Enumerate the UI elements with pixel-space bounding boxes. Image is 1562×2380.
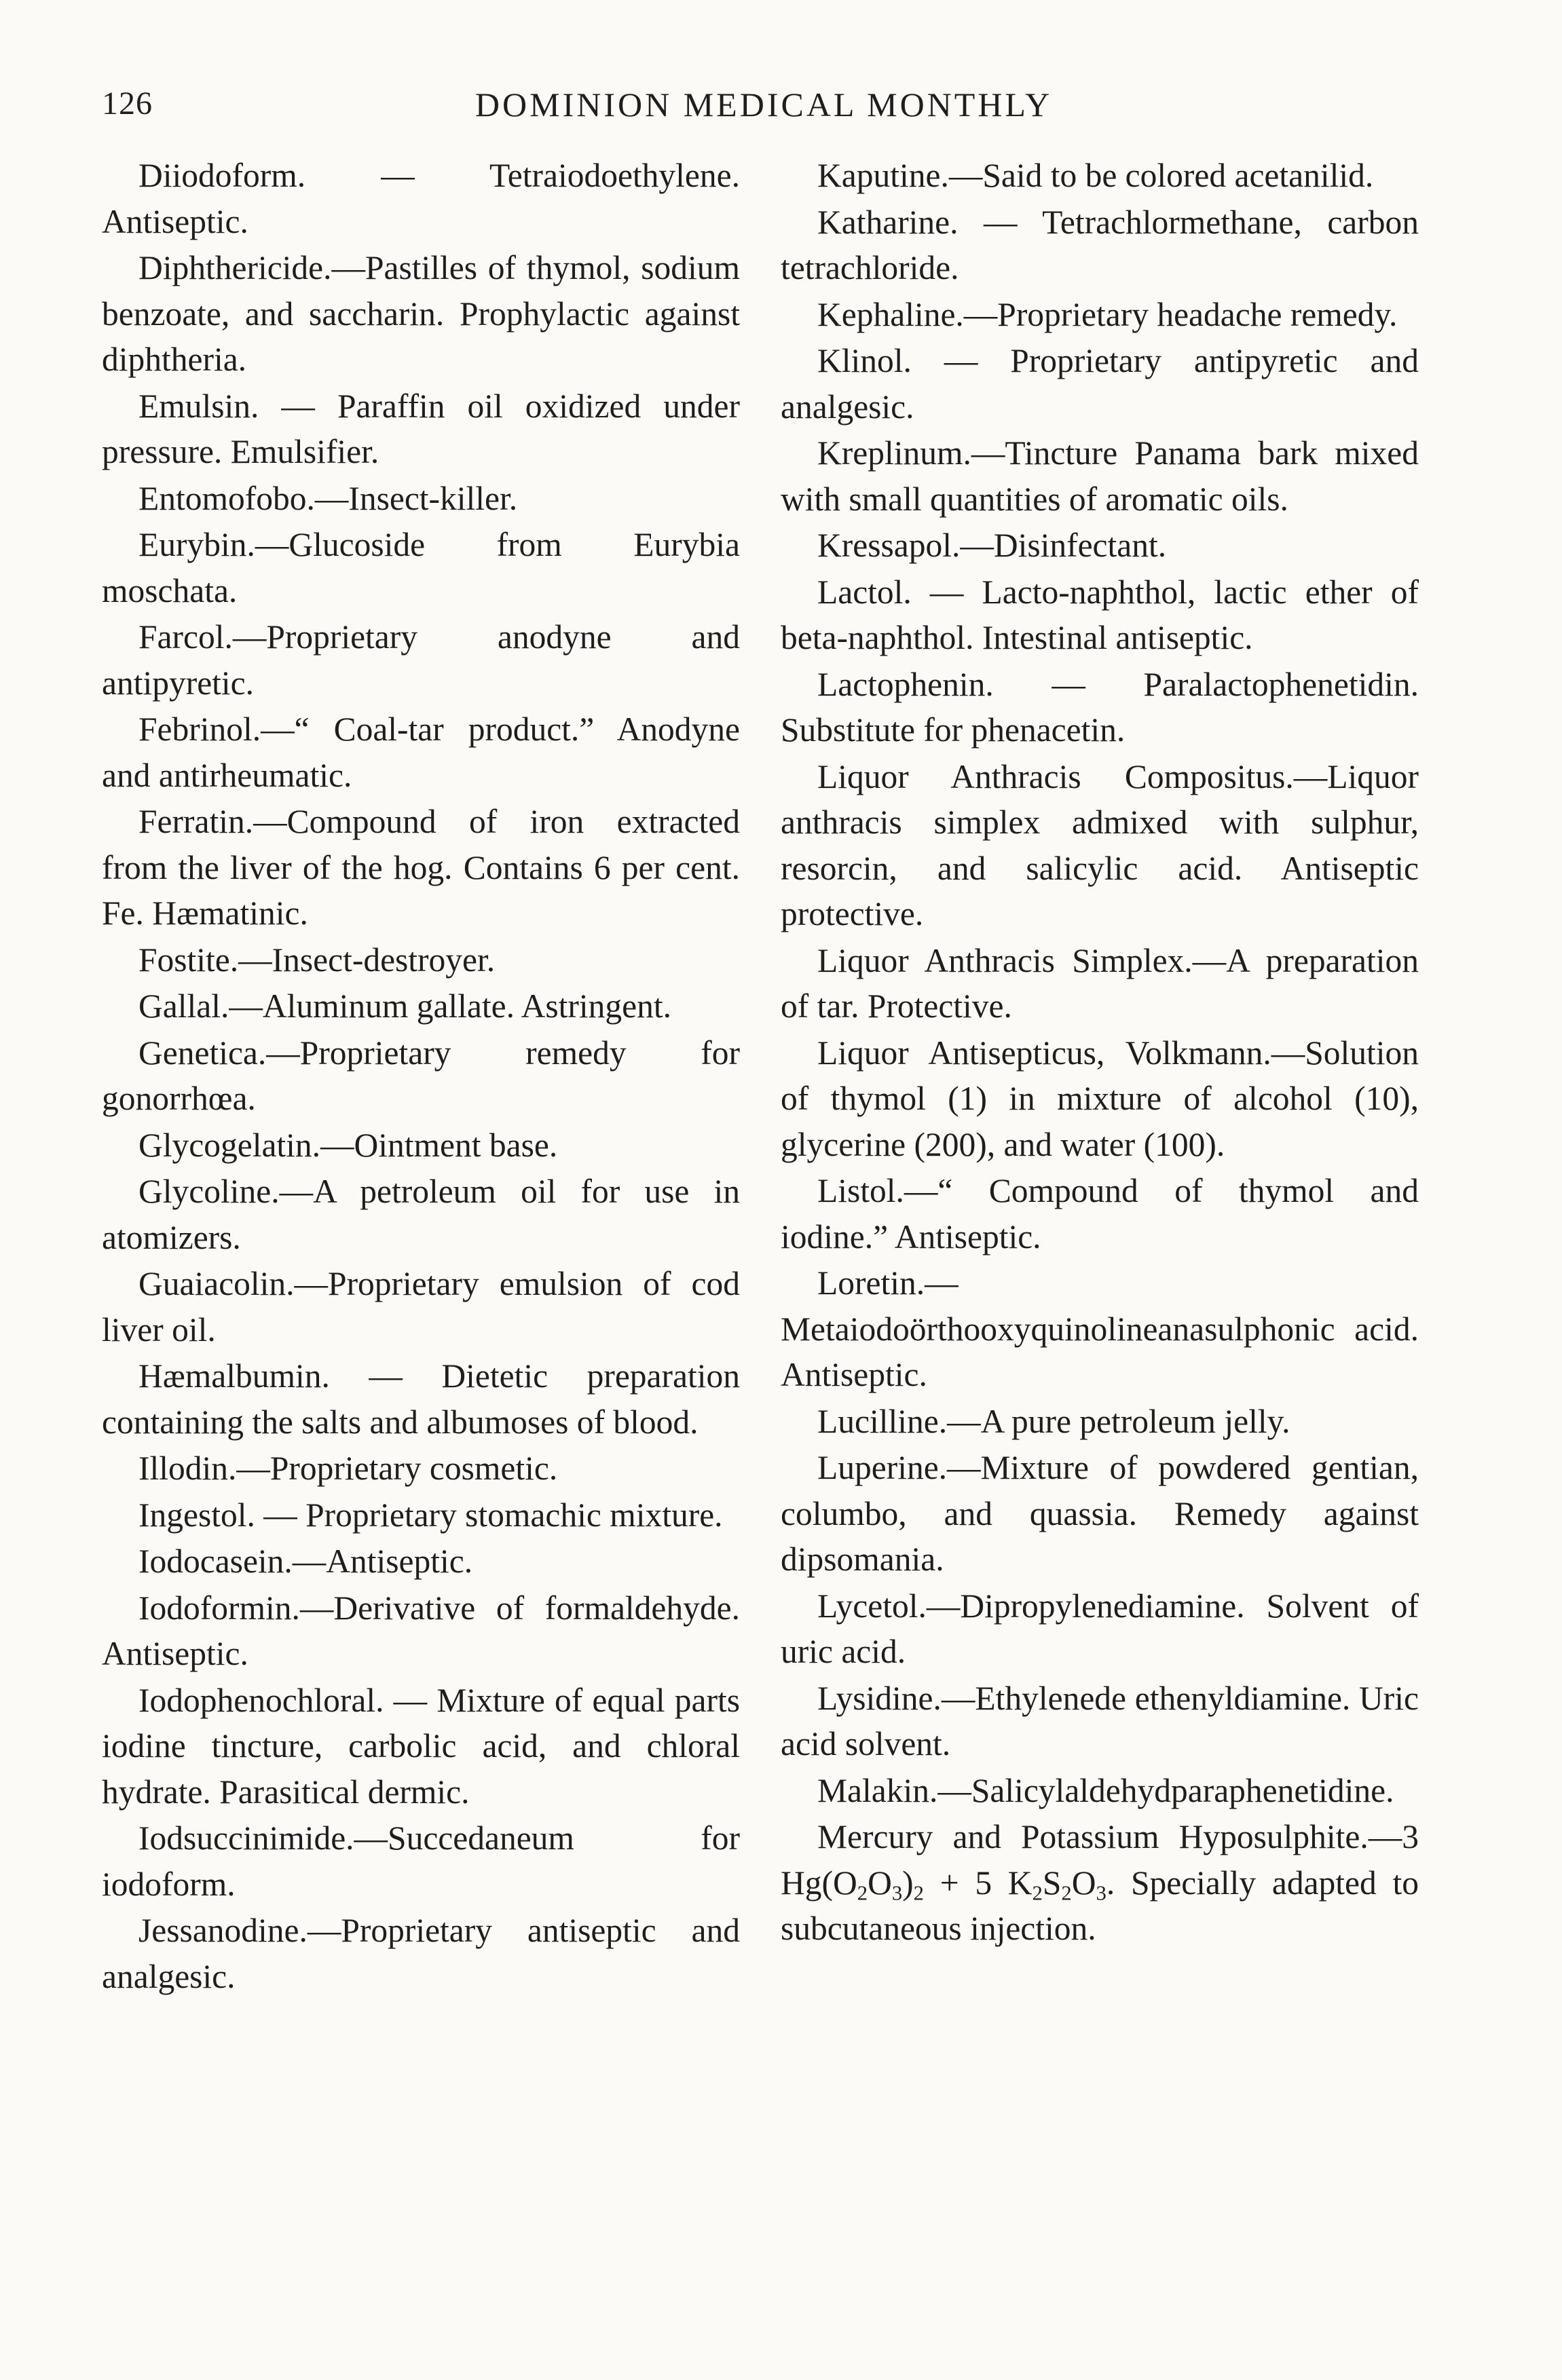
glossary-entry: Iodophenochloral. — Mixture of equal parts iodine tincture, carbolic acid, and chloral hydrate. Parasitical dermic. — [102, 1681, 740, 1811]
formula-text: O — [1071, 1864, 1096, 1902]
glossary-entry: Diiodoform. — Tetraiodoethylene. Antiseptic. — [102, 157, 740, 240]
formula-text: Mercury and Potassium Hyposulphite.—3 Hg(O — [781, 1818, 1419, 1902]
glossary-entry: Guaiacolin.—Proprietary emulsion of cod liver oil. — [102, 1265, 740, 1348]
formula-subscript: 2 — [1032, 1881, 1043, 1905]
glossary-entry: Lysidine.—Ethylenede ethenyldiamine. Uric acid solvent. — [781, 1679, 1419, 1762]
glossary-entry: Ingestol. — Proprietary stomachic mixture. — [138, 1496, 723, 1534]
glossary-entry: Klinol. — Proprietary antipyretic and analgesic. — [781, 342, 1419, 426]
formula-text: O — [868, 1864, 892, 1902]
glossary-entry: Jessanodine.—Proprietary antiseptic and analgesic. — [102, 1912, 740, 1995]
glossary-entry: Kressapol.—Disinfectant. — [817, 527, 1167, 564]
glossary-entry: Lactophenin. — Paralactophenetidin. Substitute for phenacetin. — [781, 665, 1419, 749]
glossary-entry: Emulsin. — Paraffin oil oxidized under pressure. Emulsifier. — [102, 387, 740, 470]
glossary-entry: Iodsuccinimide.—Succedaneum for iodoform. — [102, 1819, 740, 1903]
glossary-entry: Ferratin.—Compound of iron extracted from the liver of the hog. Contains 6 per cent. Fe. Hæmatinic. — [102, 803, 740, 932]
formula-subscript: 2 — [1061, 1881, 1072, 1905]
glossary-entry: Diphthericide.—Pastilles of thymol, sodium benzoate, and saccharin. Prophylactic against diphtheria. — [102, 249, 740, 378]
glossary-entry: Genetica.—Proprietary remedy for gonorrhœa. — [102, 1034, 740, 1117]
glossary-entry: Lycetol.—Dipropylenediamine. Solvent of uric acid. — [781, 1587, 1419, 1670]
glossary-entry: Liquor Anthracis Compositus.—Liquor anthracis simplex admixed with sulphur, resorcin, and salicylic acid. Antiseptic protective. — [781, 757, 1419, 932]
glossary-entry: Hæmalbumin. — Dietetic preparation containing the salts and albumoses of blood. — [102, 1357, 740, 1441]
glossary-entry: Kreplinum.—Tincture Panama bark mixed with small quantities of aromatic oils. — [781, 434, 1419, 518]
glossary-entry: Gallal.—Aluminum gallate. Astringent. — [138, 987, 671, 1025]
formula-text: ) — [902, 1864, 914, 1902]
page-number: 126 — [102, 86, 153, 121]
glossary-entry: Fostite.—Insect-destroyer. — [138, 941, 496, 979]
glossary-entry: Farcol.—Proprietary anodyne and antipyretic. — [102, 618, 740, 702]
glossary-entry: Febrinol.—“ Coal-tar product.” Anodyne and antirheumatic. — [102, 711, 740, 794]
glossary-entry: Loretin.—Metaiodoörthooxyquinolineanasulphonic acid. Antiseptic. — [781, 1264, 1419, 1393]
glossary-entry: Liquor Antisepticus, Volkmann.—Solution of thymol (1) in mixture of alcohol (10), glycerine (200), and water (100). — [781, 1034, 1419, 1163]
formula-subscript: 3 — [891, 1881, 903, 1905]
left-column — [102, 153, 740, 2000]
glossary-entry: Listol.—“ Compound of thymol and iodine.” Antiseptic. — [781, 1172, 1419, 1255]
glossary-entry: Glycogelatin.—Ointment base. — [138, 1126, 558, 1164]
glossary-entry: Kaputine.—Said to be colored acetanilid. — [817, 157, 1374, 194]
formula-text: S — [1042, 1864, 1062, 1902]
glossary-entry: Luperine.—Mixture of powdered gentian, columbo, and quassia. Remedy against dipsomania. — [781, 1449, 1419, 1578]
glossary-entry: Glycoline.—A petroleum oil for use in atomizers. — [102, 1173, 740, 1256]
glossary-entry: Kephaline.—Proprietary headache remedy. — [817, 295, 1398, 333]
formula-subscript: 2 — [913, 1881, 924, 1905]
glossary-entry: Lucilline.—A pure petroleum jelly. — [817, 1402, 1290, 1440]
running-title: DOMINION MEDICAL MONTHLY — [475, 86, 1053, 124]
glossary-entry: Malakin.—Salicylaldehydparaphenetidine. — [817, 1771, 1394, 1809]
glossary-entry: Liquor Anthracis Simplex.—A preparation of tar. Protective. — [781, 941, 1419, 1025]
glossary-entry-mercury — [781, 1814, 1419, 1952]
glossary-entry: Illodin.—Proprietary cosmetic. — [138, 1450, 558, 1487]
glossary-entry: Iodoformin.—Derivative of formaldehyde. Antiseptic. — [102, 1589, 740, 1672]
glossary-entry: Eurybin.—Glucoside from Eurybia moschata. — [102, 526, 740, 609]
formula-text: . Specially adapted to subcutaneous injection. — [781, 1864, 1419, 1947]
glossary-entry: Lactol. — Lacto-naphthol, lactic ether of beta-naphthol. Intestinal antiseptic. — [781, 573, 1419, 656]
glossary-entry: Katharine. — Tetrachlormethane, carbon tetrachloride. — [781, 203, 1419, 286]
glossary-entry: Entomofobo.—Insect-killer. — [138, 479, 518, 517]
formula-subscript: 2 — [857, 1881, 868, 1905]
formula-subscript: 3 — [1096, 1881, 1107, 1905]
formula-text: + 5 K — [924, 1864, 1033, 1902]
page-header — [102, 85, 1426, 139]
right-column — [781, 153, 1419, 1952]
glossary-entry: Iodocasein.—Antiseptic. — [138, 1543, 473, 1580]
